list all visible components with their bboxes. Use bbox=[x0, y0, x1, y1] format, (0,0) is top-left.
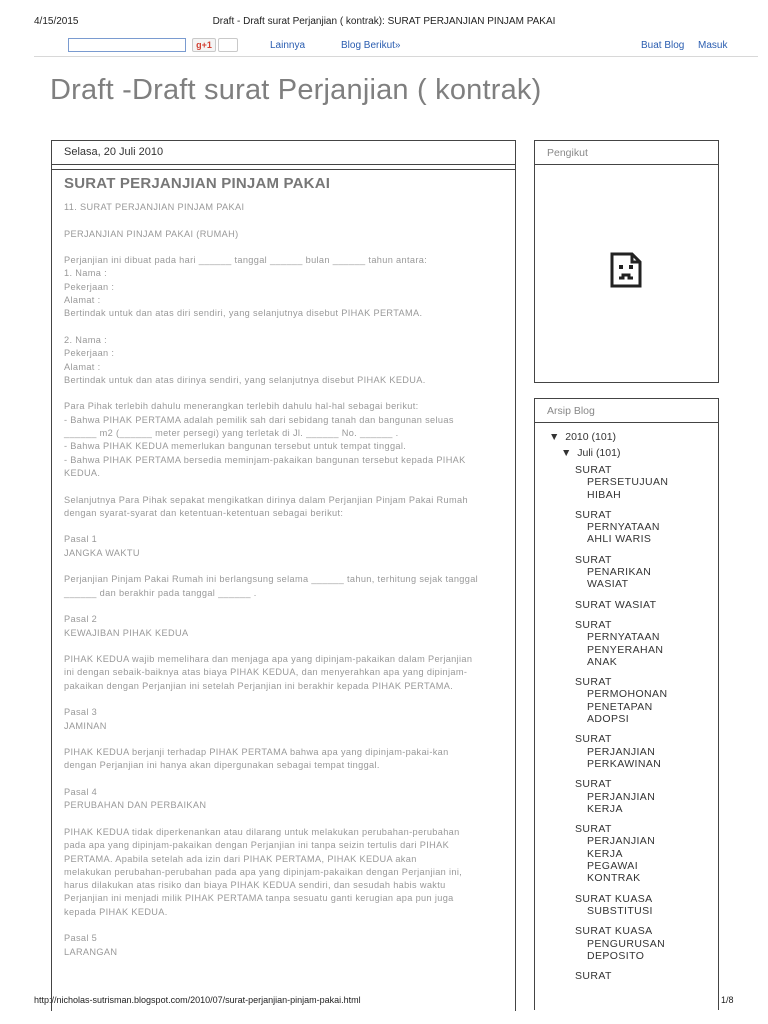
main-column bbox=[51, 140, 516, 1010]
archive-post-link-text[interactable]: AHLI WARIS bbox=[587, 533, 652, 546]
archive-post-link-text[interactable]: KERJA bbox=[587, 802, 623, 815]
archive-year-count: (101) bbox=[591, 431, 617, 443]
post-paragraph: Para Pihak terlebih dahulu menerangkan terlebih dahulu hal-hal sebagai berikut: - Bahwa PIHAK PERTAMA adalah pemilik sah dari sebidang tanah dan bangunan seluas ______ m2 (______ meter persegi) yang terletak di Jl. ______ No. ______ . - Bahwa PIHAK KEDUA memerlukan bangunan tersebut untuk tempat tinggal. - Bahwa PIHAK PERTAMA bersedia meminjam-pakaikan bangunan tersebut kepada PIHAK KEDUA. bbox=[64, 401, 466, 478]
archive-title: Arsip Blog bbox=[535, 399, 718, 423]
blog-title[interactable]: Draft -Draft surat Perjanjian ( kontrak) bbox=[50, 74, 542, 106]
print-url: http://nicholas-sutrisman.blogspot.com/2010/07/surat-perjanjian-pinjam-pakai.html bbox=[34, 995, 361, 1005]
archive-post-link-text[interactable]: DEPOSITO bbox=[587, 949, 645, 962]
more-link[interactable]: Lainnya bbox=[270, 40, 306, 51]
archive-post-link[interactable] bbox=[575, 509, 715, 546]
archive-year-label[interactable]: 2010 bbox=[565, 431, 589, 443]
archive-post-link-text[interactable]: PERJANJIAN bbox=[587, 835, 656, 848]
archive-post-link-text[interactable]: SURAT WASIAT bbox=[575, 598, 657, 611]
archive-post-link-text[interactable]: KONTRAK bbox=[587, 872, 641, 885]
post-paragraph: 11. SURAT PERJANJIAN PINJAM PAKAI bbox=[64, 202, 245, 212]
archive-month-juli[interactable] bbox=[561, 447, 620, 459]
post-paragraph: Perjanjian ini dibuat pada hari ______ tanggal ______ bulan ______ tahun antara: 1. Nama : Pekerjaan : Alamat : Bertindak untuk dan atas diri sendiri, yang selanjutnya disebut PIHAK PERTAMA. bbox=[64, 255, 428, 319]
post-paragraph: Pasal 1 JANGKA WAKTU bbox=[64, 534, 140, 558]
archive-post-link-text[interactable]: PERJANJIAN bbox=[587, 790, 656, 803]
post bbox=[51, 169, 516, 1011]
post-paragraph: PERJANJIAN PINJAM PAKAI (RUMAH) bbox=[64, 228, 239, 239]
blog-archive-widget bbox=[534, 398, 719, 1010]
archive-post-link-text[interactable]: PENETAPAN bbox=[587, 700, 653, 713]
post-paragraph: PIHAK KEDUA berjanji terhadap PIHAK PERTAMA bahwa apa yang dipinjam-pakai-kan dengan Perjanjian ini hanya akan dipergunakan sebagai tempat tinggal. bbox=[64, 747, 449, 771]
archive-post-link-text[interactable]: PENGURUSAN bbox=[587, 937, 666, 950]
archive-post-link[interactable] bbox=[575, 778, 715, 815]
sign-in-link[interactable]: Masuk bbox=[698, 40, 728, 51]
archive-post-link-text[interactable]: SURAT bbox=[575, 553, 612, 566]
post-paragraph: 2. Nama : Pekerjaan : Alamat : Bertindak untuk dan atas dirinya sendiri, yang selanjutnya disebut PIHAK KEDUA. bbox=[64, 334, 426, 385]
archive-post-link-text[interactable]: PENARIKAN bbox=[587, 566, 652, 579]
post-title[interactable]: SURAT PERJANJIAN PINJAM PAKAI bbox=[64, 175, 331, 192]
archive-post-link[interactable] bbox=[575, 823, 715, 884]
post-body bbox=[64, 201, 503, 959]
post-paragraph: Pasal 4 PERUBAHAN DAN PERBAIKAN bbox=[64, 787, 207, 811]
print-page-number: 1/8 bbox=[721, 995, 734, 1005]
archive-post-link-text[interactable]: SURAT bbox=[575, 970, 612, 983]
followers-title: Pengikut bbox=[535, 141, 718, 165]
post-paragraph: Pasal 5 LARANGAN bbox=[64, 933, 118, 957]
archive-post-link-text[interactable]: SURAT bbox=[575, 823, 612, 836]
followers-widget bbox=[534, 140, 719, 383]
google-plus-count bbox=[218, 38, 238, 52]
post-date: Selasa, 20 Juli 2010 bbox=[52, 141, 515, 165]
archive-post-link[interactable] bbox=[575, 733, 715, 770]
print-header bbox=[0, 16, 768, 30]
post-paragraph: Selanjutnya Para Pihak sepakat mengikatkan dirinya dalam Perjanjian Pinjam Pakai Rumah dengan syarat-syarat dan ketentuan-ketentuan sebagai berikut: bbox=[64, 494, 468, 518]
archive-post-link-text[interactable]: ADOPSI bbox=[587, 713, 630, 726]
post-paragraph: Perjanjian Pinjam Pakai Rumah ini berlangsung selama ______ tahun, terhitung sejak tanggal ______ dan berakhir pada tanggal ______ . bbox=[64, 574, 479, 598]
blogger-navbar bbox=[0, 34, 768, 56]
archive-post-link-text[interactable]: PENYERAHAN bbox=[587, 643, 664, 656]
archive-post-link-text[interactable]: SURAT bbox=[575, 676, 612, 689]
post-paragraph: Pasal 2 KEWAJIBAN PIHAK KEDUA bbox=[64, 614, 189, 638]
archive-post-link-text[interactable]: HIBAH bbox=[587, 488, 622, 501]
google-plus-one-button[interactable]: g+1 bbox=[192, 38, 216, 52]
archive-post-link-text[interactable]: SURAT KUASA bbox=[575, 925, 653, 938]
create-blog-link[interactable]: Buat Blog bbox=[641, 40, 685, 51]
archive-post-link-text[interactable]: ANAK bbox=[587, 655, 618, 668]
archive-post-link[interactable] bbox=[575, 925, 715, 962]
post-paragraph: Pasal 3 JAMINAN bbox=[64, 707, 107, 731]
archive-post-link-text[interactable]: KERJA bbox=[587, 847, 623, 860]
archive-post-link-text[interactable]: PERMOHONAN bbox=[587, 688, 668, 701]
archive-post-link-text[interactable]: PERKAWINAN bbox=[587, 757, 662, 770]
archive-post-link[interactable] bbox=[575, 599, 715, 611]
archive-post-link-text[interactable]: PERNYATAAN bbox=[587, 521, 660, 534]
archive-post-link-text[interactable]: SURAT bbox=[575, 508, 612, 521]
archive-post-link-text[interactable]: PERSETUJUAN bbox=[587, 476, 669, 489]
search-input[interactable] bbox=[68, 38, 186, 52]
archive-post-link-text[interactable]: SURAT bbox=[575, 464, 612, 476]
print-page-title: Draft - Draft surat Perjanjian ( kontrak): SURAT PERJANJIAN PINJAM PAKAI bbox=[212, 16, 556, 27]
archive-month-label[interactable]: Juli bbox=[577, 447, 594, 459]
post-paragraph: PIHAK KEDUA tidak diperkenankan atau dilarang untuk melakukan perubahan-perubahan pada apa yang dipinjam-pakaikan dengan Perjanjian ini tanpa seizin tertulis dari PIHAK PERTAMA. Apabila setelah ada izin dari PIHAK PERTAMA, PIHAK KEDUA akan melakukan perubahan-perubahan pada apa yang dipinjam-pakaikan dengan Perjanjian ini, harus dilakukan atas risiko dan biaya PIHAK KEDUA sendiri, dan sesudah habis waktu Perjanjian ini menjadi milik PIHAK PERTAMA tanpa sesuatu ganti kerugian apa pun juga kepada PIHAK KEDUA. bbox=[64, 826, 463, 917]
expand-toggle-icon[interactable]: ▼ bbox=[549, 431, 560, 443]
archive-post-link-text[interactable]: SURAT bbox=[575, 778, 612, 791]
archive-year-2010[interactable] bbox=[549, 431, 616, 443]
navbar-divider bbox=[34, 56, 758, 57]
next-blog-link[interactable]: Blog Berikut» bbox=[341, 40, 401, 51]
archive-post-link[interactable] bbox=[575, 554, 715, 591]
archive-post-link-text[interactable]: SURAT KUASA bbox=[575, 892, 653, 905]
archive-post-link[interactable] bbox=[575, 893, 715, 918]
archive-post-link-text[interactable]: PEGAWAI bbox=[587, 860, 639, 873]
archive-post-link-text[interactable]: SUBSTITUSI bbox=[587, 904, 653, 917]
archive-post-link[interactable] bbox=[575, 619, 715, 668]
archive-post-link[interactable] bbox=[575, 464, 715, 501]
broken-image-icon bbox=[609, 251, 643, 289]
archive-post-link-text[interactable]: WASIAT bbox=[587, 578, 629, 591]
post-paragraph: PIHAK KEDUA wajib memelihara dan menjaga apa yang dipinjam-pakaikan dalam Perjanjian ini dengan sebaik-baiknya atas biaya PIHAK KEDUA, dan menyerahkan apa yang dipinjam- pakaikan dengan Perjanjian ini setelah Perjanjian ini berakhir kepada PIHAK PERTAMA. bbox=[64, 654, 473, 691]
archive-post-list bbox=[575, 464, 715, 990]
archive-post-link-text[interactable]: SURAT bbox=[575, 733, 612, 746]
archive-post-link-text[interactable]: PERNYATAAN bbox=[587, 631, 660, 644]
archive-month-count: (101) bbox=[595, 447, 621, 459]
expand-toggle-icon[interactable]: ▼ bbox=[561, 447, 572, 459]
archive-post-link-text[interactable]: SURAT bbox=[575, 618, 612, 631]
archive-post-link[interactable] bbox=[575, 676, 715, 725]
archive-post-link[interactable] bbox=[575, 970, 715, 982]
print-date: 4/15/2015 bbox=[34, 16, 79, 27]
archive-post-link-text[interactable]: PERJANJIAN bbox=[587, 745, 656, 758]
